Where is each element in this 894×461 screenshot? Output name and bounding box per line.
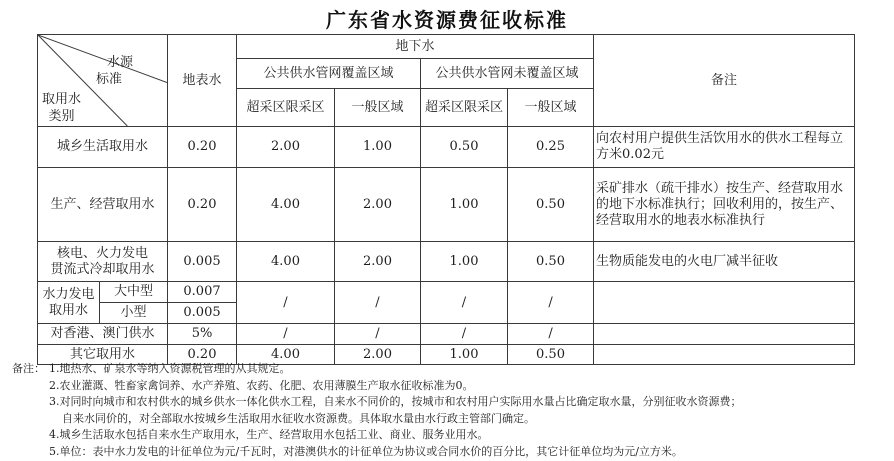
row-urban-rural <box>38 127 855 168</box>
cell-note: 生物质能发电的火电厂减半征收 <box>594 242 855 282</box>
cell-slash: / <box>237 324 335 345</box>
cell-note-empty <box>594 324 855 345</box>
header-covered-over-zone: 超采区限采区 <box>237 89 335 127</box>
cell-not-covered-over: 1.00 <box>421 168 508 242</box>
row-label: 核电、火力发电 贯流式冷却取用水 <box>38 242 168 282</box>
corner-type-label: 取用水 类别 <box>42 92 82 124</box>
corner-header <box>38 35 168 127</box>
cell-slash: / <box>508 324 594 345</box>
footnote-2: 2.农业灌溉、牲畜家禽饲养、水产养殖、农药、化肥、农用薄膜生产取水征收标准为0。 <box>49 378 474 392</box>
cell-covered-general: 2.00 <box>335 168 421 242</box>
cell-surface: 0.005 <box>168 242 237 282</box>
cell-note-empty <box>594 282 855 324</box>
footnote-3-continued: 自来水同价的，对全部取水按城乡生活取用水征收水资源费。具体取水量由水行政主管部门确定。 <box>62 411 535 425</box>
cell-note: 采矿排水（疏干排水）按生产、经营取用水的地下水标准执行；回收利用的，按生产、经营取用水的地表水标准执行 <box>594 168 855 242</box>
row-hk-macau <box>38 324 855 345</box>
fee-table <box>37 34 855 365</box>
row-hydro-large <box>38 282 855 303</box>
cell-not-covered-general: 0.50 <box>508 242 594 282</box>
cell-covered-over: 4.00 <box>237 242 335 282</box>
cell-slash: / <box>421 324 508 345</box>
cell-note: 向农村用户提供生活饮用水的供水工程每立方米0.02元 <box>594 127 855 168</box>
footnotes-label: 备注： <box>12 362 45 375</box>
header-not-covered-over-zone: 超采区限采区 <box>421 89 508 127</box>
row-production <box>38 168 855 242</box>
cell-not-covered-general: 0.50 <box>508 345 594 365</box>
row-label: 生产、经营取用水 <box>38 168 168 242</box>
row-label-hydro: 水力发电 取用水 <box>38 282 100 324</box>
header-not-covered-general-zone: 一般区域 <box>508 89 594 127</box>
header-surface-water: 地表水 <box>168 35 237 127</box>
row-sublabel-small: 小型 <box>100 303 168 324</box>
cell-not-covered-general: 0.25 <box>508 127 594 168</box>
row-sublabel-large: 大中型 <box>100 282 168 303</box>
cell-not-covered-over: 1.00 <box>421 345 508 365</box>
cell-surface-large: 0.007 <box>168 282 237 303</box>
cell-slash: / <box>237 282 335 324</box>
cell-note-empty <box>594 345 855 365</box>
row-label: 城乡生活取用水 <box>38 127 168 168</box>
cell-surface: 5% <box>168 324 237 345</box>
footnote-5: 5.单位：表中水力发电的计征单位为元/千瓦时，对港澳供水的计征单位为协议或合同水价的百分比，其它计征单位均为元/立方米。 <box>49 444 683 458</box>
cell-slash: / <box>508 282 594 324</box>
header-not-covered-area: 公共供水管网未覆盖区域 <box>421 59 594 89</box>
cell-surface-small: 0.005 <box>168 303 237 324</box>
row-label: 其它取用水 <box>38 345 168 365</box>
cell-covered-over: 4.00 <box>237 345 335 365</box>
corner-standard-label: 标准 <box>96 72 123 87</box>
header-note: 备注 <box>594 35 855 127</box>
footnote-4: 4.城乡生活取水包括自来水生产取用水，生产、经营取用水包括工业、商业、服务业用水。 <box>49 428 489 441</box>
footnote-3: 3.对同时向城市和农村供水的城乡供水一体化供水工程，自来水不同价的，按城市和农村用户实际用水量占比确定取水量，分别征收水资源费； <box>49 395 742 408</box>
cell-covered-general: 2.00 <box>335 242 421 282</box>
corner-source-label: 水源 <box>106 55 133 70</box>
cell-covered-over: 2.00 <box>237 127 335 168</box>
row-nuclear-thermal <box>38 242 855 282</box>
cell-surface: 0.20 <box>168 168 237 242</box>
header-covered-area: 公共供水管网覆盖区域 <box>237 59 421 89</box>
header-covered-general-zone: 一般区域 <box>335 89 421 127</box>
cell-slash: / <box>335 282 421 324</box>
header-groundwater: 地下水 <box>237 35 594 59</box>
cell-not-covered-general: 0.50 <box>508 168 594 242</box>
header-row-1 <box>38 35 855 59</box>
cell-covered-over: 4.00 <box>237 168 335 242</box>
page-title: 广东省水资源费征收标准 <box>326 8 568 32</box>
cell-slash: / <box>421 282 508 324</box>
cell-surface: 0.20 <box>168 345 237 365</box>
footnote-1: 1.地热水、矿泉水等纳入资源税管理的从其规定。 <box>49 362 291 375</box>
cell-covered-general: 2.00 <box>335 345 421 365</box>
cell-surface: 0.20 <box>168 127 237 168</box>
cell-not-covered-over: 1.00 <box>421 242 508 282</box>
cell-covered-general: 1.00 <box>335 127 421 168</box>
cell-slash: / <box>335 324 421 345</box>
cell-not-covered-over: 0.50 <box>421 127 508 168</box>
row-label: 对香港、澳门供水 <box>38 324 168 345</box>
